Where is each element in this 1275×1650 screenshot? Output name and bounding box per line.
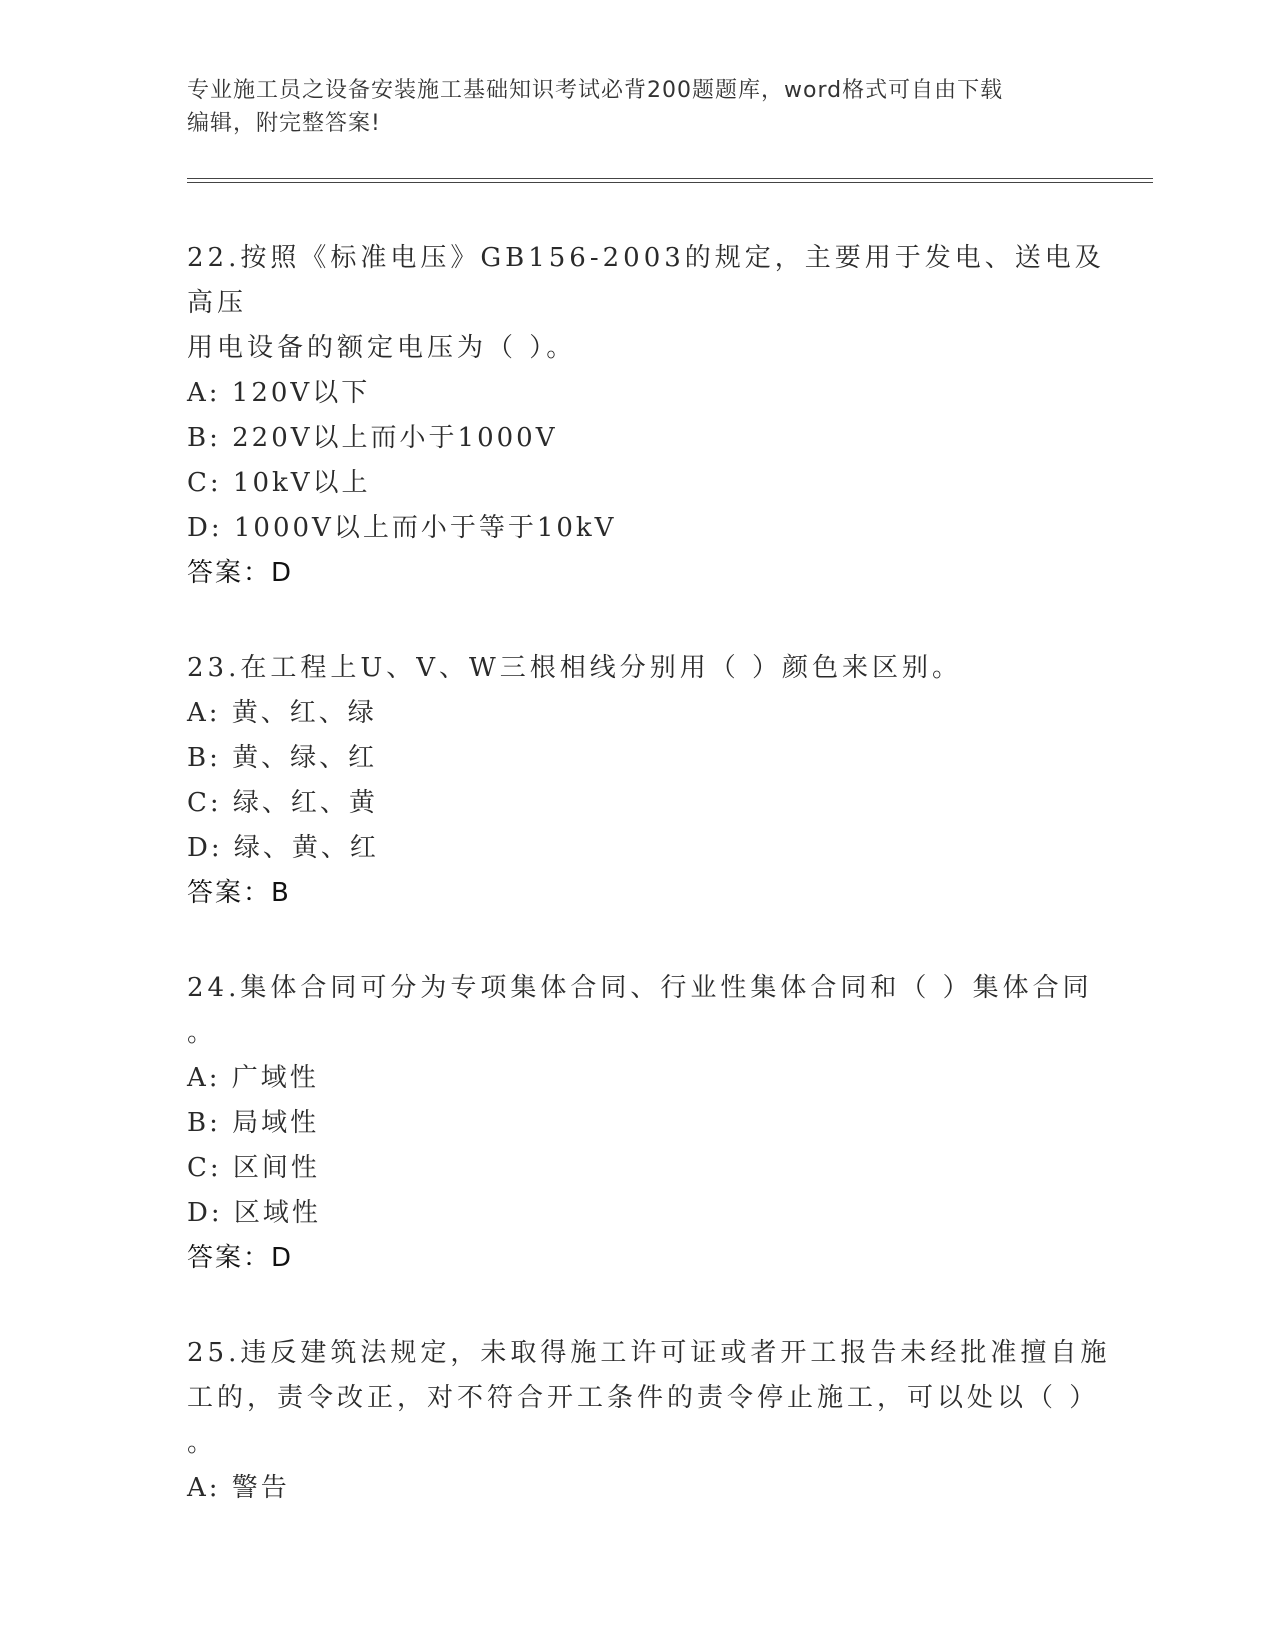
option-c: C: 10kV以上 — [187, 468, 371, 498]
option-b: B: 局域性 — [187, 1108, 320, 1138]
question-text-line: 25.违反建筑法规定，未取得施工许可证或者开工报告未经批准擅自施 — [187, 1338, 1111, 1368]
question-25 — [187, 1331, 1117, 1511]
question-text-line: 工的，责令改正，对不符合开工条件的责令停止施工，可以处以（ ） — [187, 1383, 1100, 1413]
option-d: D: 区域性 — [187, 1198, 321, 1228]
question-text-line: 22.按照《标准电压》GB156-2003的规定，主要用于发电、送电及高压 — [187, 243, 1105, 318]
question-text-line: 24.集体合同可分为专项集体合同、行业性集体合同和（ ）集体合同 — [187, 973, 1093, 1003]
answer: 答案：D — [187, 558, 294, 588]
option-d: D: 绿、黄、红 — [187, 833, 379, 863]
question-list — [187, 236, 1117, 1561]
document-header — [187, 74, 1087, 140]
question-text-line: 。 — [187, 1428, 218, 1458]
option-b: B: 220V以上而小于1000V — [187, 423, 558, 453]
option-d: D: 1000V以上而小于等于10kV — [187, 513, 617, 543]
option-a: A: 广域性 — [187, 1063, 319, 1093]
header-line-1: 专业施工员之设备安装施工基础知识考试必背200题题库，word格式可自由下载 — [187, 78, 1004, 103]
option-b: B: 黄、绿、红 — [187, 743, 378, 773]
answer: 答案：D — [187, 1243, 294, 1273]
answer: 答案：B — [187, 878, 291, 908]
option-a: A: 黄、红、绿 — [187, 698, 377, 728]
question-text-line: 用电设备的额定电压为（ ）。 — [187, 333, 577, 363]
header-divider — [187, 178, 1153, 183]
header-line-2: 编辑，附完整答案! — [187, 111, 381, 136]
question-text-line: 23.在工程上U、V、W三根相线分别用（ ）颜色来区别。 — [187, 653, 963, 683]
question-text-line: 。 — [187, 1018, 218, 1048]
option-a: A: 警告 — [187, 1473, 290, 1503]
option-c: C: 区间性 — [187, 1153, 320, 1183]
question-24 — [187, 966, 1117, 1281]
option-a: A: 120V以下 — [187, 378, 371, 408]
question-23 — [187, 646, 1117, 916]
question-22 — [187, 236, 1117, 596]
option-c: C: 绿、红、黄 — [187, 788, 378, 818]
